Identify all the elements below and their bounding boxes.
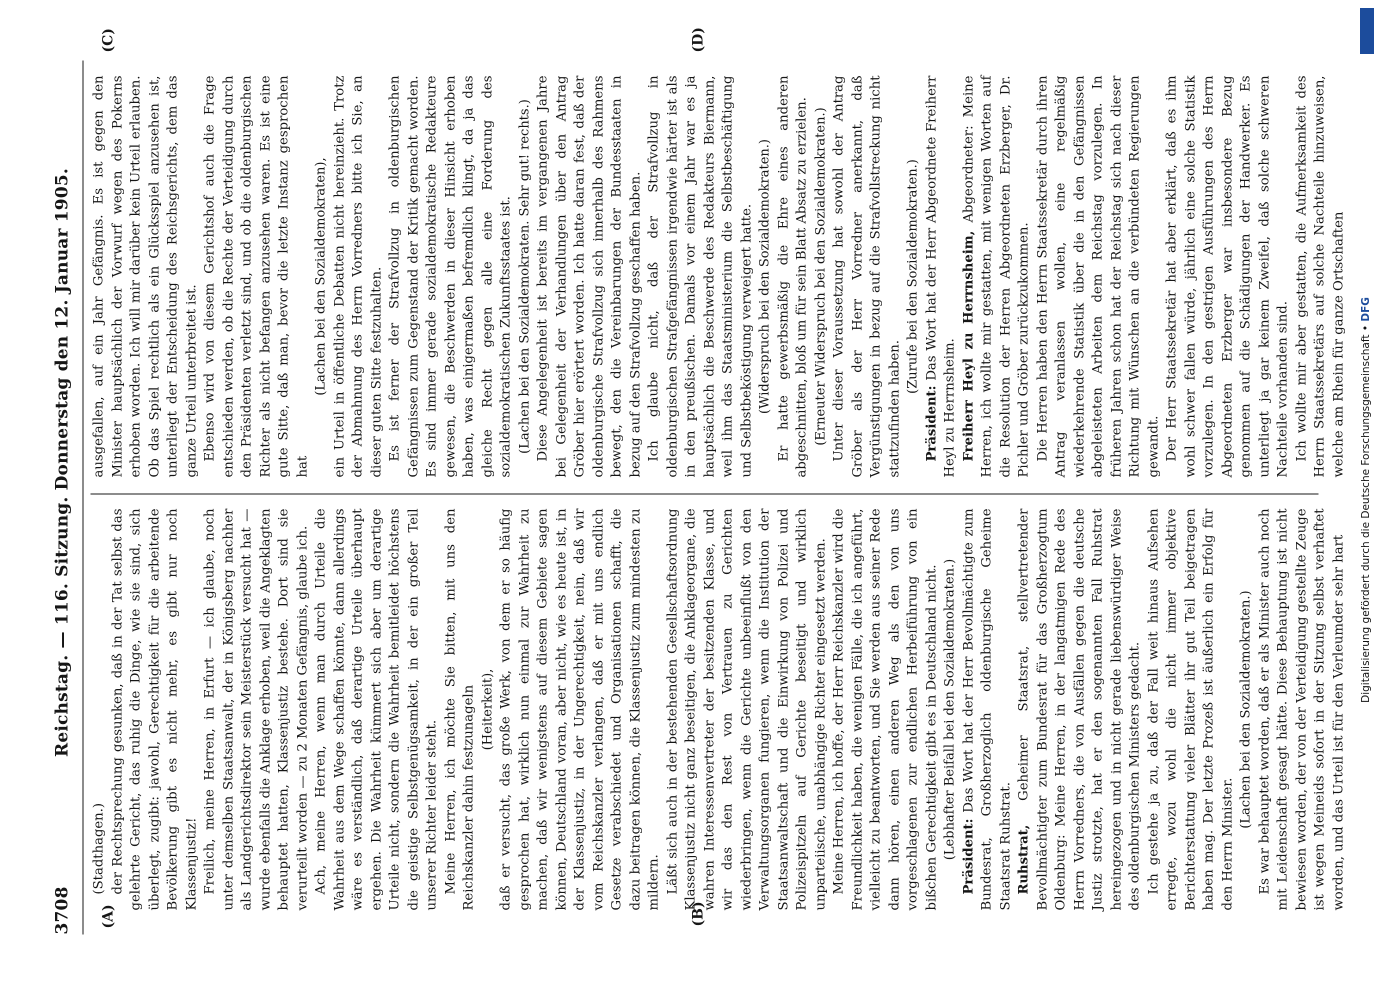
interjection xyxy=(516,75,535,477)
paragraph-text: Ach, meine Herren, wenn man durch Urteile die Wahrheit aus dem Wege schaffen könnte, dann allerdings wäre es verständlich, daß derartige Urteile überhaupt ergehen. Die Wahrheit kümmert sich aber um derartige Urteile nicht, sondern die Wahrheit bemitleidet höchstens die geistige Selbstgenügsamkeit, in der ein großer Teil unserer Richter leider steht. xyxy=(313,508,439,910)
paragraph-text: Ich gestehe ja zu, daß der Fall weit hinaus Aufsehen erregte, wozu wohl die nicht immer objektive Berichterstattung vieler Blätter ihr gut Teil beigetragen haben mag. Der letzte Prozeß ist äußerlich ein Erfolg für den Herrn Minister. xyxy=(1145,508,1235,910)
speaker-name: Präsident: xyxy=(960,817,976,894)
paragraph xyxy=(775,75,812,477)
paragraph-text: Läßt sich auch in der bestehenden Gesellschaftsordnung Klassenjustiz nicht ganz beseitigen, die Anklageorgane, die wahren Interessenvertreter der besitzenden Klasse, und wir das den Rest von Vertrauen zu Gerichten wiederbringen, wenn die Gerichte unbeeinflußt von den Verwaltungsorganen fungieren, wenn die Institution der Staatsanwaltschaft und die Einwirkung von Polizei und Polizeispitzeln auf Gerichte beseitigt und wirklich unparteiische, unabhängige Richter eingesetzt werden. xyxy=(664,508,828,910)
paragraph-text: Ich wollte mir aber gestatten, die Aufmerksamkeit des Herrn Staatssekretärs auf solche Nachteile hinzuweisen, welche am Rhein für ganze Ortschaften xyxy=(1293,75,1346,477)
paragraph xyxy=(442,508,479,910)
paragraph-text: ausgefallen, auf ein Jahr Gefängnis. Es ist gegen den Minister hauptsächlich der Vorwurf wegen des Pokerns erhoben worden. Ich will mir darüber kein Urteil erlauben. Ob das Spiel rechtlich als ein Glücksspiel anzusehen ist, unterliegt der Entscheidung des Reichsgerichts, dem das ganze Urteil unterbreitet ist. xyxy=(91,75,199,477)
paragraph-text: der Rechtsprechung gesunken, daß in der Tat selbst das gelehrte Gericht, das ruhig die Dinge, wie sie sind, sich überlegt, zugibt: jawohl, Gerechtigkeit für die arbeitende Bevölkerung gibt es nicht mehr, es gibt nur noch Klassenjustiz! xyxy=(109,508,199,910)
paragraph-text: Der Herr Staatssekretär hat aber erklärt, daß es ihm wohl schwer fallen würde, jährlich eine solche Statistik vorzulegen. In den gestrigen Ausführungen des Herrn Abgeordneten Erzberger war insbesondere Bezug genommen auf die Schädigungen der Handwerker. Es unterliegt ja gar keinem Zweifel, daß solche schweren Nachteile vorhanden sind. xyxy=(1164,75,1290,477)
credit-line: Digitalisierung gefördert durch die Deutsche Forschungsgemeinschaft xyxy=(1360,334,1372,703)
paragraph-text: (Stadthagen.) xyxy=(91,802,106,894)
speech-paragraph xyxy=(1015,508,1145,910)
page-title: Reichstag. — 116. Sitzung. Donnerstag den 12. Januar 1905. xyxy=(52,167,72,757)
left-column xyxy=(90,508,1346,910)
digitization-credit xyxy=(1354,10,1378,990)
paragraph-text: Die Herren haben den Herrn Staatssekretär durch ihren Antrag veranlassen wollen, eine regelmäßig wiederkehrende Statistik über die in den Gefängnissen abgeleisteten Arbeiten dem Reichstag vorzulegen. In früheren Jahren schon hat der Reichstag sich nach dieser Richtung mit Wünschen an die verbündeten Regierungen gewandt. xyxy=(1034,75,1161,477)
paragraph-text: daß er versucht, das große Werk, von dem er so häufig gesprochen hat, wirklich nun einmal zur Wahrheit zu machen, daß wir wenigstens auf diesem Gebiete sagen können, Deutschland voran, aber nicht, wie es heute ist, in der Klassenjustiz, in der Ungerechtigkeit, nein, daß wir vom Reichskanzler verlangen, daß er mit uns endlich Gesetze verabschiedet und Organisationen schafft, die dazu beitragen können, die Klassenjustiz zum mindesten zu mildern. xyxy=(498,508,661,910)
paragraph-text: Freilich, meine Herren, in Erfurt — ich glaube, noch unter demselben Staatsanwalt, der in Königsberg nachher als Landgerichtsdirektor sein Meisterstück versucht hat — wurde ebenfalls die Anklage erhoben, weil die Angeklagten behauptet hatten, Klassenjustiz bestehe. Dort sind sie verurteilt worden — zu 2 Monaten Gefängnis, glaube ich. xyxy=(202,508,310,910)
interjection xyxy=(1237,508,1256,910)
paragraph xyxy=(664,508,831,910)
paragraph xyxy=(1034,75,1164,477)
paragraph-text: (Heiterkeit), xyxy=(479,668,495,750)
paragraph xyxy=(109,508,202,910)
margin-marker-d: (D) xyxy=(690,26,706,52)
speaker-name: Freiherr Heyl zu Herrnsheim, xyxy=(960,230,976,461)
paragraph-text: Unter dieser Voraussetzung hat sowohl der Antrag Gröber als der Herr Vorredner anerkannt, daß Vergünstigungen in bezug auf die Strafvollstreckung nicht stattzufinden haben. xyxy=(831,75,902,477)
paragraph xyxy=(1256,508,1349,910)
speech-paragraph xyxy=(923,75,960,477)
paragraph-text: Meine Herren, ich hoffe, der Herr Reichskanzler wird die Freundlichkeit haben, die wenigen Fälle, die ich angeführt, vielleicht zu beantworten, und Sie werden aus seiner Rede dann hören, einen anderen Weg als den von uns vorgeschlagenen zur endlichen Herbeiführung von ein bißchen Gerechtigkeit gibt es in Deutschland nicht. xyxy=(831,508,939,910)
paragraph xyxy=(331,75,387,477)
paragraph-text: ein Urteil in öffentliche Debatten nicht hereinzieht. Trotz der Abmahnung des Herrn Vorredners bitte ich Sie, an dieser guten Sitte festzuhalten. xyxy=(331,75,384,477)
paragraph-text: Geheimer Staatsrat, stellvertretender Bevollmächtigter zum Bundesrat für das Großherzogtum Oldenburg: Meine Herren, in der langatmigen Rede des Herrn Vorredners, die von Ausfällen gegen die deutsche Justiz strotzte, hat er den sogenannten Fall Ruhstrat hereingezogen und in nicht gerade liebenswürdiger Weise des oldenburgischen Ministers gedacht. xyxy=(1016,508,1142,910)
paragraph-text: (Lachen bei den Sozialdemokraten.) xyxy=(1238,589,1253,829)
margin-marker-b: (B) xyxy=(690,900,706,926)
paragraph xyxy=(201,508,312,910)
paragraph xyxy=(312,508,442,910)
paragraph-text: (Widerspruch bei den Sozialdemokraten.) xyxy=(757,138,772,414)
paragraph-text: Ebenso wird von diesem Gerichtshof auch die Frage entschieden werden, ob die Rechte der Verteidigung durch den Präsidenten verletzt sind, und ob die oldenburgischen Richter als nicht befangen anzusehen waren. Es ist eine gute Sitte, daß man, bevor die letzte Instanz gesprochen hat xyxy=(202,75,310,477)
interjection xyxy=(904,75,923,477)
interjection xyxy=(479,508,498,910)
paragraph xyxy=(534,75,645,477)
speech-paragraph xyxy=(960,75,1034,477)
interjection xyxy=(312,75,331,477)
paragraph xyxy=(830,508,941,910)
interjection xyxy=(756,75,775,477)
page-number: 3708 xyxy=(52,885,72,934)
speaker-name: Ruhstrat, xyxy=(1016,824,1031,894)
paragraph-text: Meine Herren, ich möchte Sie bitten, mit uns den Reichskanzler dahin festzunageln xyxy=(442,508,476,910)
paragraph xyxy=(1163,75,1293,477)
paragraph xyxy=(645,75,756,477)
margin-marker-c: (C) xyxy=(100,27,116,52)
interjection xyxy=(941,508,960,910)
paragraph-text: Abgeordneter: Meine Herren, ich wollte mir gestatten, mit wenigen Worten auf die Resolution der Herren Abgeordneten Erzberger, Dr. Pichler und Gröber zurückzukommen. xyxy=(960,75,1031,477)
margin-marker-a: (A) xyxy=(100,903,116,928)
paragraph xyxy=(1293,75,1349,477)
paragraph-text: Diese Angelegenheit ist bereits im vergangenen Jahre bei Gelegenheit der Verhandlungen über den Antrag Gröber hier erörtert worden. Ich hatte daran fest, daß der oldenburgische Strafvollzug sich innerhalb des Rahmens bewegt, den die Vereinbarungen der Bundesstaaten in bezug auf den Strafvollzug geschaffen haben. xyxy=(535,75,643,477)
paragraph xyxy=(497,508,664,910)
page-header xyxy=(52,60,80,934)
column-divider xyxy=(90,493,1318,494)
paragraph xyxy=(830,75,904,477)
paragraph-text: Es war behauptet worden, daß er als Minister auch noch mit Leidenschaft gesagt hätte. Diese Behauptung ist nicht bewiesen worden, der von der Verteidigung gestellte Zeuge ist wegen Meineids sofort in der Sitzung selbst verhaftet worden, und das Urteil ist für den Verleumder sehr hart xyxy=(1256,508,1346,910)
paragraph-text: (Erneuter Widerspruch bei den Sozialdemokraten.) xyxy=(812,106,828,446)
right-column xyxy=(90,75,1346,477)
credit-text: Digitalisierung gefördert durch die Deutsche Forschungsgemeinschaft • DFG xyxy=(1360,297,1372,703)
paragraph-text: Das Wort hat der Herr Bevollmächtigte zum Bundesrat, Großherzoglich oldenburgische Geheime Staatsrat Ruhstrat. xyxy=(960,508,1013,910)
paragraph-text: Es ist ferner der Strafvollzug in oldenburgischen Gefängnissen zum Gegenstand der Kritik gemacht worden. Es sind immer gerade sozialdemokratische Redakteure gewesen, die Beschwerden in dieser Hinsicht erhoben haben, was einigermaßen befremdlich klingt, da ja das gleiche Recht gegen alle eine Forderung des sozialdemokratischen Zukunftsstaates ist. xyxy=(387,75,513,477)
paragraph-text: (Lebhafter Beifall bei den Sozialdemokraten.) xyxy=(942,558,957,860)
header-rule xyxy=(82,60,83,934)
interjection xyxy=(812,75,831,477)
paragraph xyxy=(90,508,109,910)
paragraph-text: (Lachen bei den Sozialdemokraten. Sehr gut! rechts.) xyxy=(516,98,532,454)
paragraph-text: (Zurufe bei den Sozialdemokraten.) xyxy=(905,158,920,394)
paragraph-text: Das Wort hat der Herr Abgeordnete Freiherr Heyl zu Herrnsheim. xyxy=(923,75,957,477)
paragraph-text: Er hatte gewerbsmäßig die Ehre eines anderen abgeschnitten, bloß um für sein Blatt Absatz zu erzielen. xyxy=(775,75,809,477)
speech-paragraph xyxy=(960,508,1016,910)
paragraph-text: (Lachen bei den Sozialdemokraten), xyxy=(313,156,328,396)
paragraph xyxy=(201,75,312,477)
speaker-name: Präsident: xyxy=(923,384,939,461)
dfg-logo: DFG xyxy=(1360,297,1372,322)
paragraph xyxy=(90,75,201,477)
paragraph xyxy=(386,75,516,477)
paragraph xyxy=(1145,508,1238,910)
paragraph-text: Ich glaube nicht, daß der Strafvollzug in oldenburgischen Strafgefängnissen irgendwie härter ist als in den preußischen. Damals vor einem Jahr war es ja hauptsächlich die Beschwerde des Redakteurs Biermann, weil ihm das Staatsministerium die Selbstbeschäftigung und Selbstbeköstigung verweigert hatte. xyxy=(646,75,754,477)
